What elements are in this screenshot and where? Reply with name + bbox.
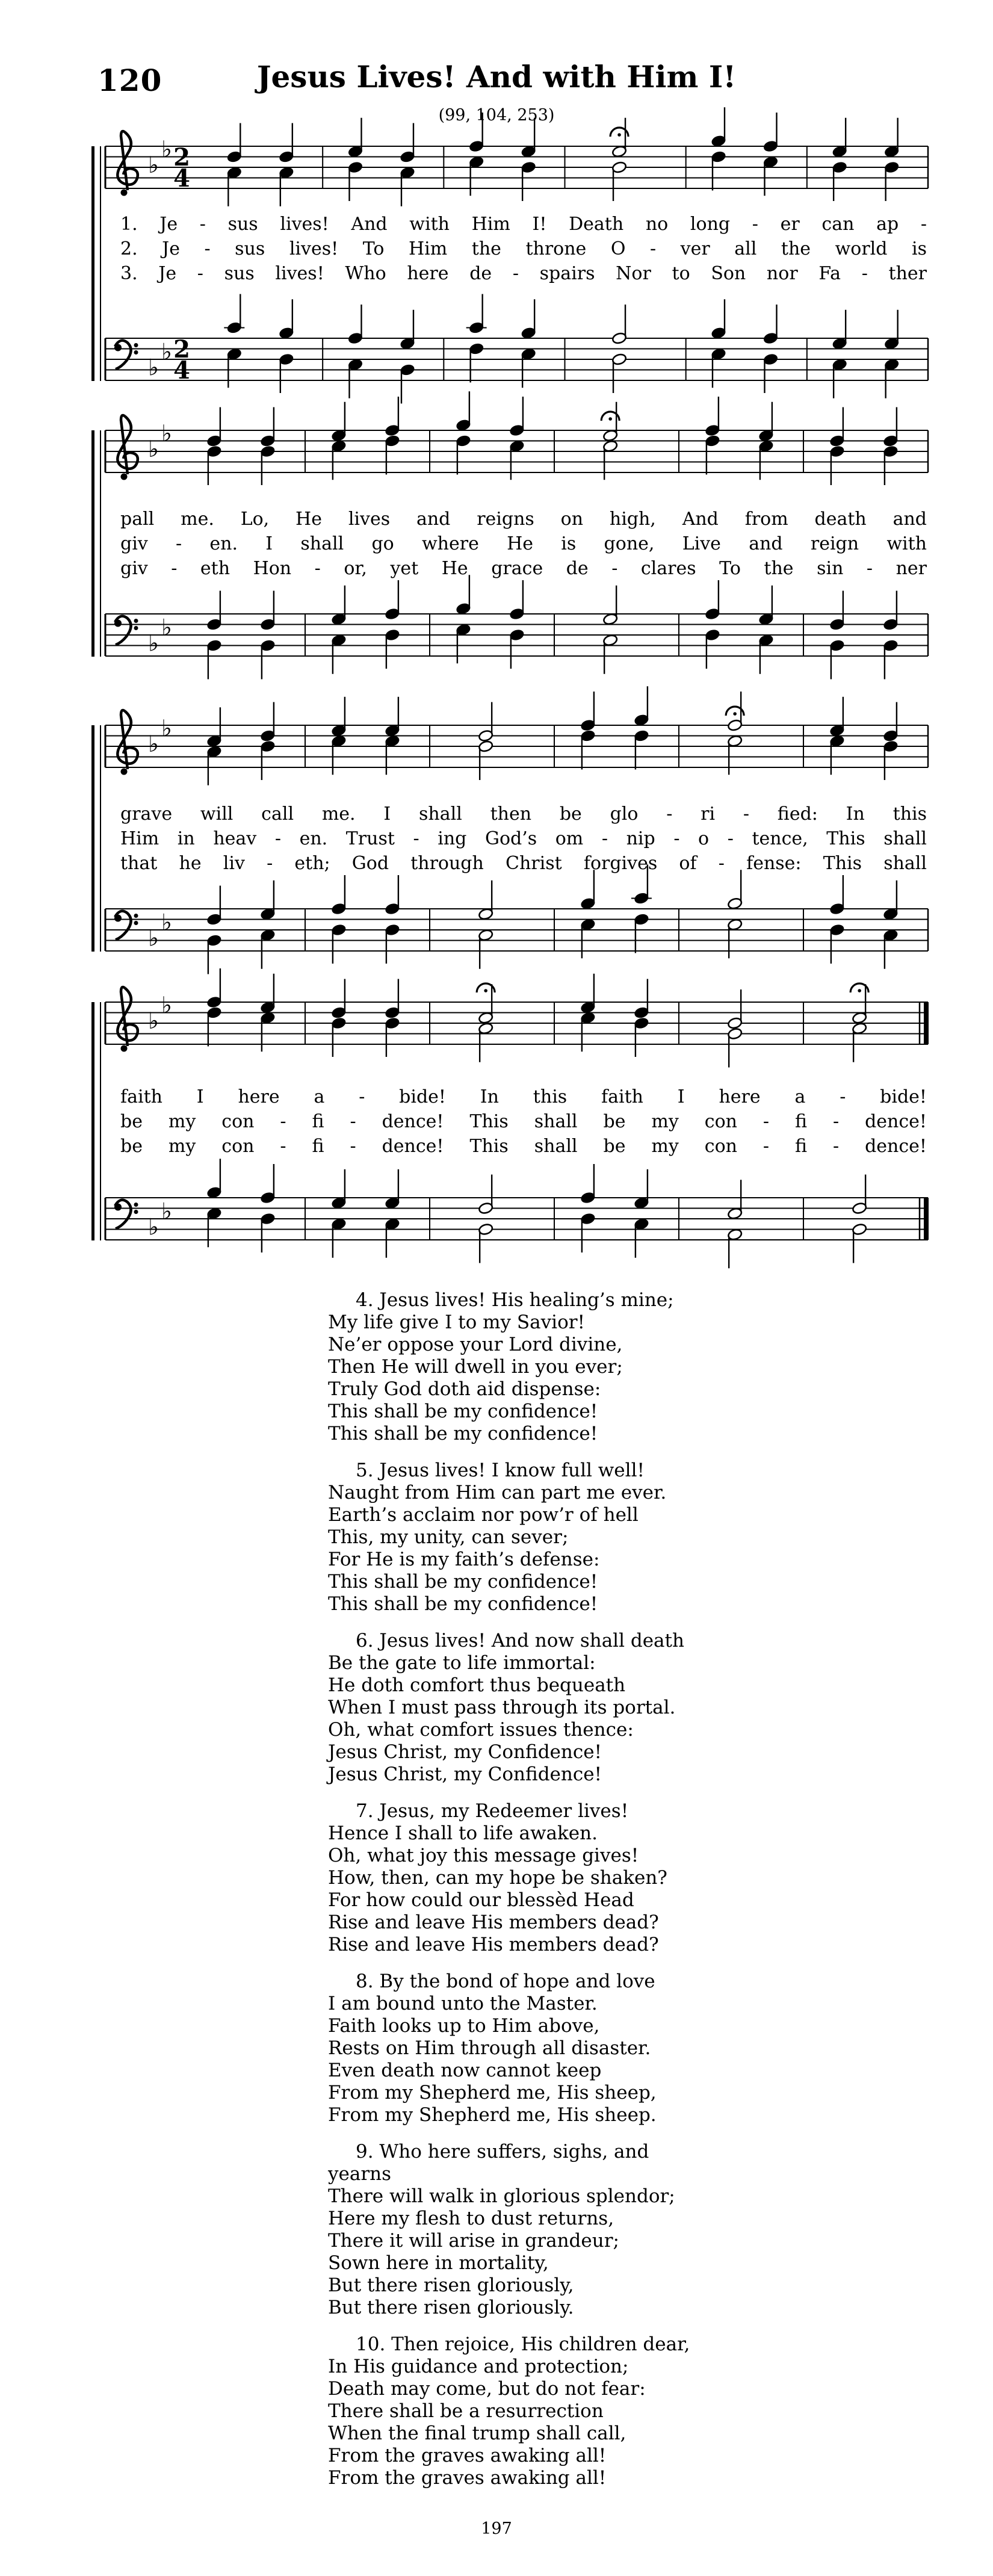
- verse-line: When the final trump shall call,: [328, 2423, 626, 2444]
- treble-clef-icon: [117, 415, 138, 480]
- lyrics-system-4: [120, 1085, 927, 1159]
- verse-line: Faith looks up to Him above,: [328, 2015, 600, 2037]
- lyric-line: grave will call me. I shall then be glo - ri - fied: In this: [120, 803, 927, 825]
- verse: [328, 2141, 713, 2319]
- flat-sign: ♭: [161, 338, 172, 365]
- flat-sign: ♭: [148, 1008, 159, 1034]
- lyric-line: be my con - fi - dence! This shall be my con - fi - dence!: [120, 1111, 927, 1132]
- lyric-line: 1. Je - sus lives! And with Him I! Death no long - er can ap -: [120, 214, 927, 235]
- lyrics-system-2: [120, 507, 927, 581]
- flat-sign: ♭: [161, 714, 172, 742]
- hymn-cross-references: (99, 104, 253): [438, 106, 555, 125]
- treble-clef-icon: [117, 131, 138, 196]
- verse: [328, 1800, 713, 1956]
- lyric-line: be my con - fi - dence! This shall be my con - fi - dence!: [120, 1136, 927, 1157]
- flat-sign: ♭: [148, 354, 159, 381]
- verses-block: [328, 1289, 713, 2504]
- verse-line: This shall be my confidence!: [328, 1423, 598, 1444]
- verse-line: My life give I to my Savior!: [328, 1311, 586, 1333]
- lyric-line: pall me. Lo, He lives and reigns on high, And from death and: [120, 509, 927, 530]
- verse-line: In His guidance and protection;: [328, 2356, 629, 2377]
- verse-line: Jesus Christ, my Confidence!: [328, 1741, 602, 1763]
- svg-text:4: 4: [173, 164, 190, 193]
- verse-line: Then He will dwell in you ever;: [328, 1356, 623, 1378]
- bass-clef-icon: [114, 911, 138, 940]
- verse-line: How, then, can my hope be shaken?: [328, 1867, 667, 1889]
- verse-line: 10. Then rejoice, His children dear,: [356, 2333, 690, 2355]
- verse: [328, 1460, 713, 1615]
- verse-line: Oh, what joy this message gives!: [328, 1845, 639, 1866]
- verse-line: Naught from Him can part me ever.: [328, 1482, 667, 1503]
- verse-line: Truly God doth aid dispense:: [328, 1378, 601, 1400]
- lyric-line: that he liv - eth; God through Christ forgives of - fense: This shall: [120, 853, 927, 874]
- verse-line: Be the gate to life immortal:: [328, 1652, 596, 1674]
- verse-line: There shall be a resurrection: [328, 2400, 604, 2422]
- treble-clef-icon: [117, 710, 138, 775]
- bass-clef-icon: [114, 1200, 138, 1229]
- verse-line: From my Shepherd me, His sheep.: [328, 2104, 657, 2126]
- lyric-line: 2. Je - sus lives! To Him the throne O - ver all the world is: [120, 238, 927, 259]
- flat-sign: ♭: [148, 731, 159, 757]
- page-number: 197: [481, 2519, 512, 2538]
- verse: [328, 1630, 713, 1786]
- flat-sign: ♭: [148, 436, 159, 462]
- verse-line: There will walk in glorious splendor;: [328, 2185, 675, 2207]
- verse-line: Rests on Him through all disaster.: [328, 2037, 651, 2059]
- flat-sign: ♭: [148, 152, 159, 178]
- verse-line: Sown here in mortality,: [328, 2252, 549, 2274]
- flat-sign: ♭: [161, 909, 172, 936]
- verse: [328, 1289, 713, 1445]
- verse-line: 6. Jesus lives! And now shall death: [356, 1630, 684, 1652]
- lyrics-system-3: [120, 802, 927, 876]
- verse-line: Here my flesh to dust returns,: [328, 2208, 614, 2229]
- verse-line: This shall be my confidence!: [328, 1401, 598, 1422]
- verse-line: He doth comfort thus bequeath: [328, 1674, 626, 1696]
- treble-staff-system-4: [90, 960, 933, 1086]
- verse-line: But there risen gloriously,: [328, 2274, 574, 2296]
- verse-line: Even death now cannot keep: [328, 2060, 602, 2081]
- verse-line: Rise and leave His members dead?: [328, 1912, 659, 1933]
- bass-staff-system-4: [90, 1156, 933, 1282]
- verse-line: Earth’s acclaim nor pow’r of hell: [328, 1504, 639, 1526]
- treble-staff-system-3: [90, 683, 933, 810]
- verse-line: I am bound unto the Master.: [328, 1993, 598, 2014]
- verse: [328, 1971, 713, 2126]
- lyric-line: faith I here a - bide! In this faith I here a - bide!: [120, 1086, 927, 1107]
- svg-text:2: 2: [173, 143, 190, 172]
- verse-line: Death may come, but do not fear:: [328, 2378, 646, 2400]
- verse: [328, 2333, 713, 2489]
- verse-line: From my Shepherd me, His sheep,: [328, 2082, 657, 2104]
- bass-clef-icon: [114, 341, 138, 370]
- verse-line: When I must pass through its portal.: [328, 1697, 676, 1718]
- verse-line: From the graves awaking all!: [328, 2467, 607, 2489]
- verse-line: 8. By the bond of hope and love: [356, 1971, 655, 1992]
- lyric-line: 3. Je - sus lives! Who here de - spairs Nor to Son nor Fa - ther: [120, 263, 927, 284]
- flat-sign: ♭: [161, 1198, 172, 1225]
- flat-sign: ♭: [148, 1213, 159, 1240]
- verse-line: This, my unity, can sever;: [328, 1526, 569, 1548]
- flat-sign: ♭: [161, 614, 172, 641]
- hymn-title: Jesus Lives! And with Him I!: [256, 59, 737, 94]
- lyrics-system-1: [120, 212, 927, 286]
- treble-clef-icon: [117, 987, 138, 1052]
- bass-clef-icon: [114, 616, 138, 645]
- verse-line: Jesus Christ, my Confidence!: [328, 1763, 602, 1785]
- verse-line: For He is my faith’s defense:: [328, 1549, 600, 1570]
- flat-sign: ♭: [148, 924, 159, 952]
- flat-sign: ♭: [161, 135, 172, 163]
- verse-line: 9. Who here suffers, sighs, and yearns: [328, 2141, 649, 2185]
- verse-line: This shall be my confidence!: [328, 1571, 598, 1593]
- verse-line: Oh, what comfort issues thence:: [328, 1719, 634, 1741]
- svg-text:2: 2: [173, 335, 190, 364]
- verse-line: But there risen gloriously.: [328, 2297, 574, 2318]
- verse-line: There it will arise in grandeur;: [328, 2230, 619, 2252]
- verse-line: 4. Jesus lives! His healing’s mine;: [356, 1289, 674, 1311]
- verse-line: Hence I shall to life awaken.: [328, 1822, 598, 1844]
- flat-sign: ♭: [161, 991, 172, 1018]
- bass-staff-system-2: [90, 572, 933, 698]
- treble-staff-system-2: [90, 388, 933, 515]
- verse-line: From the graves awaking all!: [328, 2445, 607, 2466]
- lyric-line: giv - eth Hon - or, yet He grace de - clares To the sin - ner: [120, 558, 927, 579]
- hymn-number: 120: [97, 63, 162, 98]
- flat-sign: ♭: [148, 630, 159, 657]
- verse-line: 5. Jesus lives! I know full well!: [356, 1460, 645, 1481]
- lyric-line: Him in heav - en. Trust - ing God’s om - nip - o - tence, This shall: [120, 828, 927, 849]
- verse-line: Ne’er oppose your Lord divine,: [328, 1334, 623, 1355]
- svg-text:4: 4: [173, 356, 190, 385]
- verse-line: 7. Jesus, my Redeemer lives!: [356, 1800, 629, 1822]
- flat-sign: ♭: [161, 420, 172, 447]
- verse-line: Rise and leave His members dead?: [328, 1934, 659, 1955]
- verse-line: For how could our blessèd Head: [328, 1889, 634, 1911]
- verse-line: This shall be my confidence!: [328, 1593, 598, 1615]
- lyric-line: giv - en. I shall go where He is gone, Live and reign with: [120, 533, 927, 554]
